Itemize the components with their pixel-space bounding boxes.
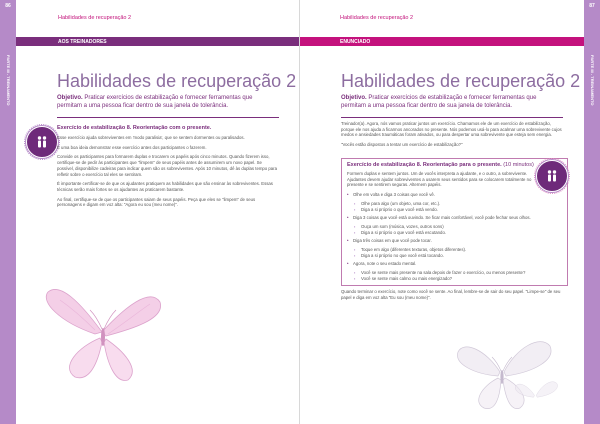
bullet-item: • Diga 3 coisas que você está ouvindo. Se ficar mais confortável, você pode fechar seus olhos.	[347, 215, 543, 221]
objective-label: Objetivo.	[57, 95, 83, 101]
closing-text: Quando terminar o exercício, note como você se sente. Ao final, lembre-se de sair do seu papel. "Limpe-se" de seu papel e diga em voz alta "Eu sou (meu nome)".	[341, 289, 561, 300]
objective-text: Praticar exercícios de estabilização e fornecer ferramentas que permitam a uma pessoa ficar dentro de sua janela de tolerância.	[341, 95, 537, 109]
right-page	[300, 0, 600, 424]
page-number: 87	[589, 3, 595, 9]
page-number: 86	[5, 3, 11, 9]
sub-item: ▪ Você se sente mais calmo ou mais energizado?	[347, 276, 543, 282]
sub-item: ▪ Diga a si próprio o que você está escutando.	[347, 230, 543, 236]
paragraph: "Vocês estão dispostos a tentar um exercício de estabilização?"	[341, 142, 463, 148]
side-tab: PARTE III - TREINAMENTO	[590, 55, 595, 106]
sub-item: ▪ Você se sente mais presente na sala depois de fazer o exercício, ou menos presente?	[347, 270, 543, 276]
sub-item: ▪ Diga a si próprio no que você está tocando.	[347, 253, 543, 259]
bullet-item: • Diga três coisas em que você pode tocar.	[347, 238, 543, 244]
exercise-content	[347, 171, 543, 282]
paragraph: Ao final, certifique-se de que os participantes saiam de seus papéis. Peça que eles se "limpem" de seus personagens e digam em voz alta: "Agora eu sou (meu nome)".	[57, 196, 256, 208]
paragraph: Convide os participantes para formarem duplas e trocarem os papéis após cinco minutos. Quando fizerem isso, certifique-se de pedir às participantes que "limpem" de seus papéis antes de assumirem um novo papel. Se possível, disponibilize cadeiras para indicar quem são os sobreviventes. Após 10 minutos, dê às duplas tempo para refletir sobre o exercício tal eles se sentiram.	[57, 154, 277, 177]
butterfly-icon	[450, 320, 560, 420]
exercise-intro: Formem duplas e sentem juntos. Um de vocês interpreta a ajudante, e o outro, a sobrevivente. Ajudantes devem ajudar sobreviventes a usarem seus sentidos para se colocarem totalmente no presente e se sentirem seguras. Alternem papéis.	[347, 171, 532, 188]
exercise-heading: Exercício de estabilização 8. Reorientação para o presente. (10 minutos)	[347, 162, 534, 168]
objective-divider	[57, 117, 279, 118]
section-band: AOS TREINADORES	[16, 37, 300, 46]
left-sidebar	[0, 0, 16, 424]
people-icon	[36, 135, 48, 149]
objective	[57, 95, 267, 110]
exercise-badge-icon	[26, 126, 58, 158]
exercise-heading: Exercício de estabilização 8. Reorientação com o presente.	[57, 125, 212, 131]
trainer-notes	[57, 125, 279, 212]
running-head: Habilidades de recuperação 2	[58, 15, 132, 21]
objective-text: Praticar exercícios de estabilização e fornecer ferramentas que permitam a uma pessoa ficar dentro de sua janela de tolerância.	[57, 95, 253, 109]
objective-label: Objetivo.	[341, 95, 367, 101]
exercise-duration: (10 minutos)	[503, 162, 534, 168]
exercise-badge-icon	[536, 160, 568, 192]
bullet-item: • Agora, note o seu estado mental.	[347, 261, 543, 267]
butterfly-icon	[40, 262, 170, 392]
paragraph: É uma boa ideia demonstrar esse exercício antes dos participantes o fazerem.	[57, 144, 207, 150]
right-sidebar	[584, 0, 600, 424]
sub-item: ▪ Diga a si próprio o que você está vendo.	[347, 207, 543, 213]
sub-item: ▪ Toque em algo (diferentes texturas, objetos diferentes).	[347, 247, 543, 253]
paragraph: Esse exercício ajuda sobreviventes em 'modo paralisia', que se sentem dormentes ou paralisados.	[57, 135, 245, 140]
people-icon	[546, 169, 558, 183]
bullet-item: • Olhe em volta e diga 3 coisas que você vê.	[347, 192, 543, 198]
sub-item: ▪ Olhe para algo (um objeto, uma cor, etc.).	[347, 201, 543, 207]
paragraph: É importante certificar-se de que os ajudantes pratiquem as habilidades que são ensinar às sobreviventes. Essas técnicas serão mais fortes se os ajudantes as praticarem bastante.	[57, 181, 273, 192]
page-title: Habilidades de recuperação 2	[57, 71, 297, 91]
running-head: Habilidades de recuperação 2	[340, 15, 414, 21]
sub-item: ▪ Ouça um som (música, vozes, outros sons)	[347, 224, 543, 230]
trainer-script	[341, 121, 563, 152]
objective	[341, 95, 551, 110]
side-tab: PARTE III - TREINAMENTO	[6, 55, 11, 106]
paragraph: Treinador(a). Agora, nós vamos praticar juntos um exercício. Chamamos ele de um exercício de estabilização, porque ele nos ajuda a ficarmos ancorados no presente. Nós podemos usá-lo para acalmar uma sobrevivente cujos medos e ansiedades traumáticas foram ativados, ou para despertar uma sobrevivente que esteja sem energia.	[341, 121, 562, 138]
page-title: Habilidades de recuperação 2	[341, 71, 581, 91]
section-band: ENUNCIADO	[300, 37, 584, 46]
objective-divider	[341, 117, 563, 118]
